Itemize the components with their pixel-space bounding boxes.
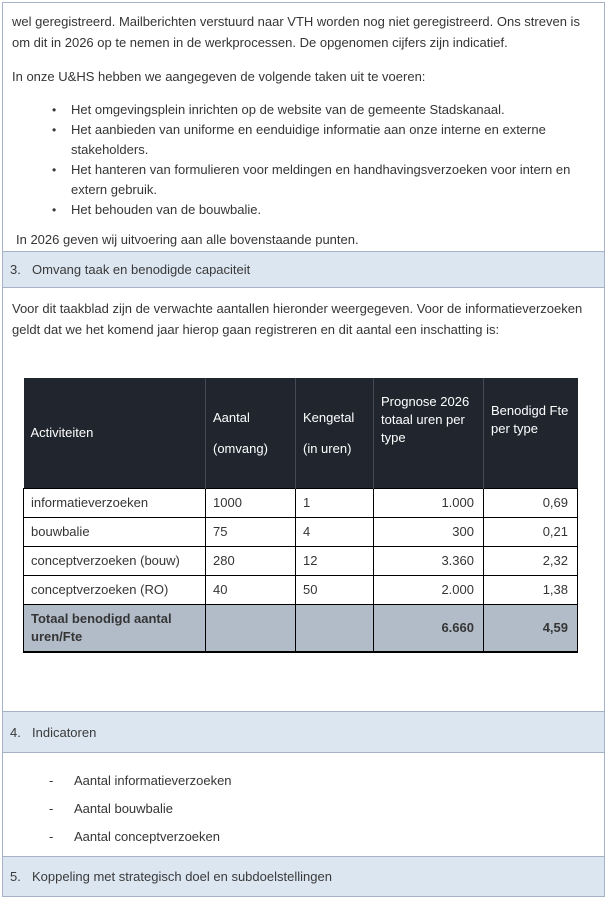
tasks-intro-paragraph: In onze U&HS hebben we aangegeven de volgende taken uit te voeren:: [12, 69, 426, 84]
section-title: Omvang taak en benodigde capaciteit: [32, 262, 251, 277]
total-prognose: 6.660: [374, 604, 484, 652]
tasks-bullet-list: [12, 100, 594, 220]
cell-kengetal: 12: [296, 546, 374, 575]
total-label: Totaal benodigd aantal uren/Fte: [24, 604, 206, 652]
dash-icon: -: [49, 828, 54, 844]
indicator-text: Aantal informatieverzoeken: [74, 772, 232, 788]
total-fte: 4,59: [484, 604, 578, 652]
section-number: 3.: [10, 262, 21, 277]
bullet-icon: •: [52, 203, 57, 217]
header-activiteiten: [24, 378, 206, 488]
cell-prognose: 300: [374, 517, 484, 546]
total-empty-cell: [206, 604, 296, 652]
cell-aantal: 75: [206, 517, 296, 546]
table-total-row: [24, 604, 578, 652]
cell-fte: 2,32: [484, 546, 578, 575]
cell-fte: 0,21: [484, 517, 578, 546]
document-body: [2, 2, 605, 897]
section-3-header: [3, 251, 604, 288]
cell-activity: bouwbalie: [24, 517, 206, 546]
table-row: [24, 488, 578, 517]
cell-kengetal: 4: [296, 517, 374, 546]
bullet-item: [52, 120, 594, 160]
section-4-header: [3, 711, 604, 753]
header-prognose: [374, 378, 484, 488]
header-label: Benodigd Fte per type: [491, 402, 569, 436]
section-number: 4.: [10, 724, 21, 740]
header-aantal: [206, 378, 296, 488]
indicators-list: [12, 766, 594, 850]
section-5-header: [3, 856, 604, 896]
indicators-block: [3, 753, 604, 856]
header-label: Activiteiten: [30, 425, 94, 441]
list-item: [49, 766, 594, 794]
header-label: Prognose 2026 totaal uren per type: [381, 393, 470, 445]
cell-activity: informatieverzoeken: [24, 488, 206, 517]
closing-paragraph: In 2026 geven wij uitvoering aan alle bovenstaande punten.: [16, 232, 359, 247]
bullet-text: Het hanteren van formulieren voor meldingen en handhavingsverzoeken voor intern en extern gebruik.: [71, 162, 571, 197]
bullet-text: Het omgevingsplein inrichten op de website van de gemeente Stadskanaal.: [71, 102, 505, 117]
cell-prognose: 1.000: [374, 488, 484, 517]
header-kengetal: [296, 378, 374, 488]
header-label: (in uren): [303, 440, 352, 456]
total-empty-cell: [296, 604, 374, 652]
bullet-icon: •: [52, 103, 57, 117]
cell-activity: conceptverzoeken (bouw): [24, 546, 206, 575]
capacity-table: [23, 378, 578, 653]
cell-kengetal: 1: [296, 488, 374, 517]
bullet-item: [52, 200, 594, 220]
bullet-text: Het behouden van de bouwbalie.: [71, 202, 262, 217]
cell-fte: 1,38: [484, 575, 578, 604]
cell-activity: conceptverzoeken (RO): [24, 575, 206, 604]
header-label: (omvang): [213, 440, 268, 456]
list-item: [49, 822, 594, 850]
indicator-text: Aantal conceptverzoeken: [74, 828, 220, 844]
list-item: [49, 794, 594, 822]
capacity-block: [3, 288, 604, 711]
dash-icon: -: [49, 772, 54, 788]
bullet-item: [52, 160, 594, 200]
bullet-icon: •: [52, 163, 57, 177]
cell-aantal: 1000: [206, 488, 296, 517]
intro-block: [3, 3, 604, 251]
cell-aantal: 280: [206, 546, 296, 575]
cell-prognose: 3.360: [374, 546, 484, 575]
table-row: [24, 575, 578, 604]
cell-aantal: 40: [206, 575, 296, 604]
section-number: 5.: [10, 869, 21, 884]
capacity-paragraph: Voor dit taakblad zijn de verwachte aantallen hieronder weergegeven. Voor de informatieverzoeken geldt dat we het komend jaar hierop gaan registreren en dit aantal een inschatting is:: [12, 301, 583, 337]
section-title: Koppeling met strategisch doel en subdoelstellingen: [32, 869, 332, 884]
indicator-text: Aantal bouwbalie: [74, 800, 174, 816]
dash-icon: -: [49, 800, 54, 816]
bullet-icon: •: [52, 123, 57, 137]
cell-kengetal: 50: [296, 575, 374, 604]
header-label: Kengetal: [303, 409, 355, 425]
cell-fte: 0,69: [484, 488, 578, 517]
bullet-text: Het aanbieden van uniforme en eenduidige informatie aan onze interne en externe stakeholders.: [71, 122, 546, 157]
header-benodigd-fte: [484, 378, 578, 488]
table-header-row: [24, 378, 578, 488]
intro-paragraph: wel geregistreerd. Mailberichten verstuurd naar VTH worden nog niet geregistreerd. Ons streven is om dit in 2026 op te nemen in de werkprocessen. De opgenomen cijfers zijn indicatief.: [12, 14, 580, 50]
section-title: Indicatoren: [32, 724, 97, 740]
table-row: [24, 546, 578, 575]
cell-prognose: 2.000: [374, 575, 484, 604]
table-row: [24, 517, 578, 546]
bullet-item: [52, 100, 594, 120]
header-label: Aantal: [213, 409, 250, 425]
